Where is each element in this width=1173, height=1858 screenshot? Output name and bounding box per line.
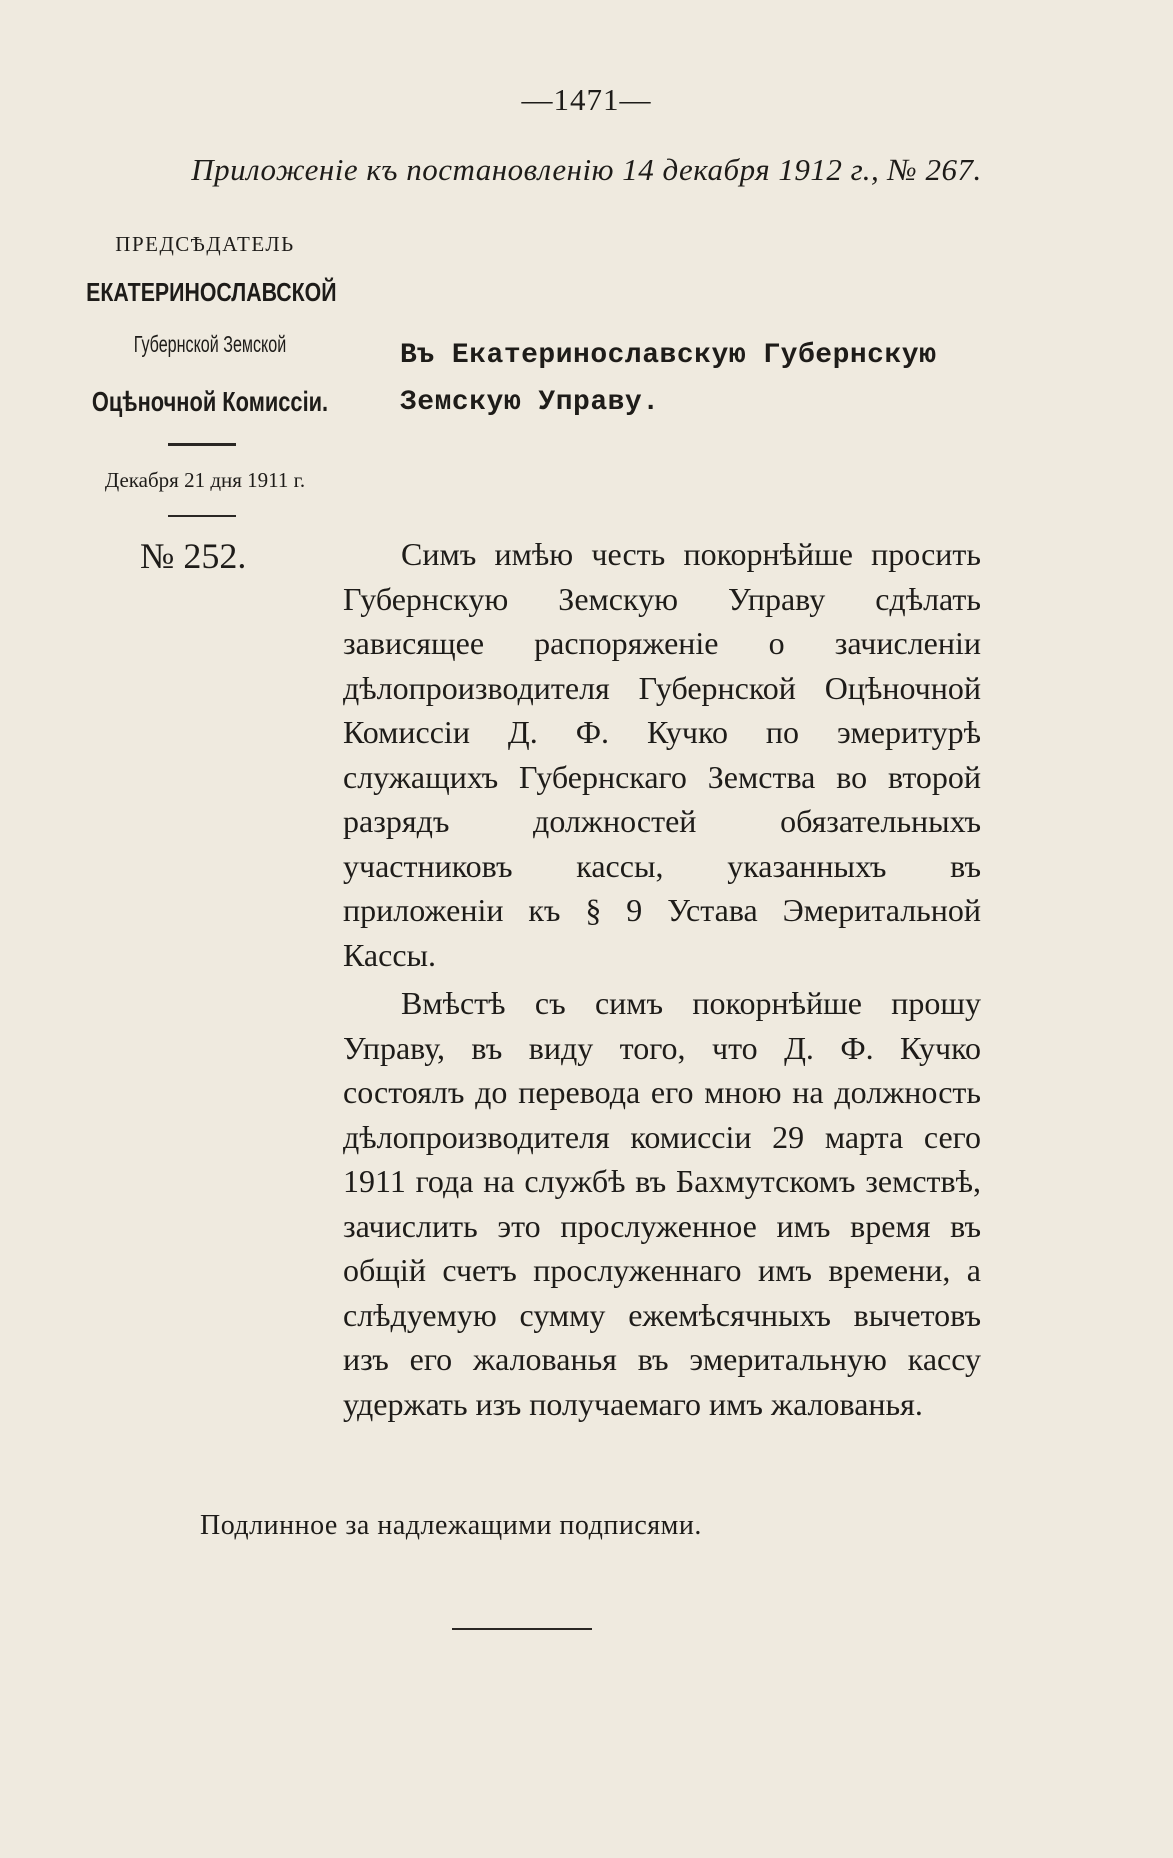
- letter-date: Декабря 21 дня 1911 г.: [104, 468, 306, 492]
- letter-body: [343, 532, 981, 1426]
- sender-title: ПРЕДСѢДАТЕЛЬ: [115, 232, 295, 256]
- body-paragraph-1: Симъ имѣю честь покорнѣйше просить Губернскую Земскую Управу сдѣлать зависящее распоряженіе о зачисленіи дѣлопроизводителя Губернской Оцѣночной Комиссіи Д. Ф. Кучко по эмеритурѣ служащихъ Губернскаго Земства во второй разрядъ должностей обязательныхъ участниковъ кассы, указанныхъ въ приложеніи къ § 9 Устава Эмеритальной Кассы.: [343, 536, 981, 973]
- sender-commission: Оцѣночной Комиссіи.: [91, 386, 329, 417]
- date-rule: [168, 515, 236, 517]
- body-paragraph-2: Вмѣстѣ съ симъ покорнѣйше прошу Управу, въ виду того, что Д. Ф. Кучко состоялъ до перевода его мною на должность дѣлопроизводителя комиссіи 29 марта сего 1911 года на службѣ въ Бахмутскомъ земствѣ, зачислить это прослуженное имъ время въ общій счетъ прослуженнаго имъ времени, а слѣдуемую сумму ежемѣсячныхъ вычетовъ изъ его жалованья въ эмеритальную кассу удержать изъ получаемаго имъ жалованья.: [343, 985, 981, 1422]
- appendix-note: Приложеніе къ постановленію 14 декабря 1912 г., № 267.: [191, 152, 982, 187]
- closing-rule: [452, 1628, 592, 1630]
- sender-rule: [168, 443, 236, 446]
- sender-body: Губернской Земской: [133, 331, 287, 357]
- page-number: —1471—: [521, 82, 652, 117]
- addressee-line-1: Въ Екатеринославскую Губернскую: [400, 340, 937, 371]
- closing-note: Подлинное за надлежащими подписями.: [200, 1510, 702, 1541]
- addressee-line-2: Земскую Управу.: [400, 387, 660, 418]
- sender-region: ЕКАТЕРИНОСЛАВСКОЙ: [86, 277, 337, 307]
- document-number: № 252.: [140, 536, 247, 576]
